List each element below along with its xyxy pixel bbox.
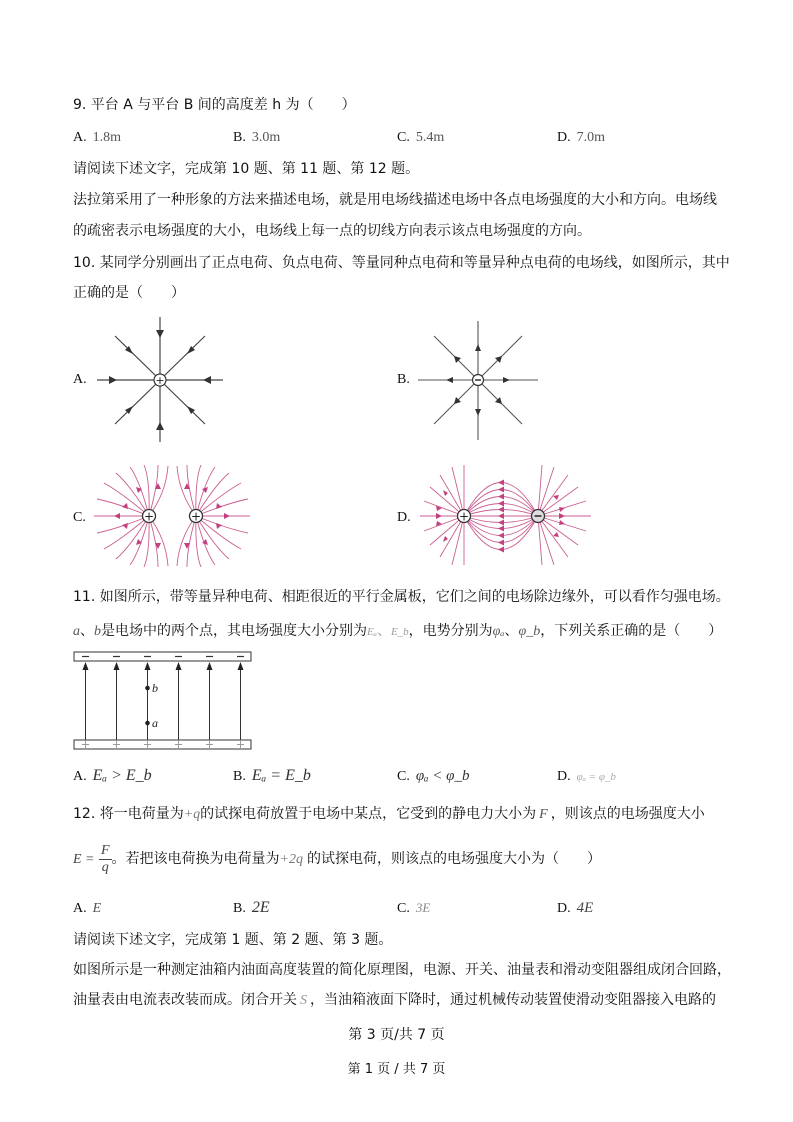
switch-s-symbol: S [300,993,307,1008]
q12-stem-line-1 [73,804,705,825]
q11-option-a[interactable] [73,766,152,787]
option-value: 7.0m [576,130,606,145]
stem-text: ，则该点的电场强度大小 [550,806,705,822]
stem-text: ，下列关系正确的是（ ） [540,623,723,639]
inner-page-number: 第 3 页/共 7 页 [348,1027,445,1043]
option-value: 5.4m [415,130,445,145]
svg-text:+: + [190,509,202,524]
option-value: E [92,901,102,916]
option-value: 1.8m [92,130,122,145]
q10-stem-line-2: 正确的是（ ） [73,285,185,301]
point-b-symbol: b [94,624,101,639]
option-label: C. [397,130,410,145]
formula-lhs: E = [73,852,95,867]
q11-option-d[interactable] [557,766,616,787]
q10-option-b-label[interactable]: B. [397,372,410,387]
q12-option-c[interactable] [397,898,430,919]
stem-text: 12. 将一电荷量为 [73,806,184,822]
stem-text: ，当油箱液面下降时，通过机械传动装置使滑动变阻器接入电路的 [310,992,716,1008]
option-label: A. [73,901,87,916]
passage2-line-2 [73,990,716,1011]
stem-text: 油量表由电流表改装而成。闭合开关 [73,992,297,1008]
reading-intro-10-12: 请阅读下述文字，完成第 10 题、第 11 题、第 12 题。 [73,161,420,177]
option-value: 3E [415,900,431,915]
q12-option-b[interactable] [233,898,270,919]
passage2-line-1: 如图所示是一种测定油箱内油面高度装置的简化原理图，电源、开关、油量表和滑动变阻器组成闭合回路， [73,962,731,978]
passage-line-2: 的疏密表示电场强度的大小，电场线上每一点的切线方向表示该点电场强度的方向。 [73,223,591,239]
option-label: A. [73,769,87,784]
option-label: C. [397,769,410,784]
option-label: B. [233,901,246,916]
stem-text: ，电势分别为 [408,623,493,639]
passage-line-1: 法拉第采用了一种形象的方法来描述电场，就是用电场线描述电场中各点电场强度的大小和方向。电场线 [73,192,717,208]
option-label: B. [233,769,246,784]
q11-stem-line-1: 11. 如图所示，带等量异种电荷、相距很近的平行金属板，它们之间的电场除边缘外，可以看作匀强电场。 [73,589,730,605]
point-a-dot [145,721,150,726]
q10-option-d-label[interactable]: D. [397,510,411,525]
option-label: B. [233,130,246,145]
point-a-label: a [152,716,158,730]
separator: 、 [504,623,519,639]
q10-option-a-label[interactable]: A. [73,372,87,387]
option-label: D. [557,769,571,784]
charge-2q-symbol: +2q [279,852,303,867]
stem-text: 。若把该电荷换为电荷量为 [111,851,280,867]
option-value: 2E [251,899,270,916]
parallel-plates-diagram [73,650,253,754]
q10-stem-line-1: 10. 某同学分别画出了正点电荷、负点电荷、等量同种点电荷和等量异种点电荷的电场线，如图所示，其中 [73,255,730,271]
point-b-dot [145,686,150,691]
option-label: A. [73,130,87,145]
q12-option-d[interactable] [557,898,593,919]
force-symbol: F [539,807,548,822]
point-b-label: b [152,681,158,695]
q11-option-b[interactable] [233,766,311,787]
option-value: Eₐ > E_b [92,767,152,784]
denominator: q [101,859,109,875]
option-value: φₐ = φ_b [576,771,616,783]
option-value: 3.0m [251,130,281,145]
stem-text: 的试探电荷放置于电场中某点，它受到的静电力大小为 [200,806,537,822]
dipole-field-diagram[interactable] [418,465,593,565]
positive-charge-field-diagram[interactable] [95,312,235,447]
positive-charge-symbol: + [155,374,165,387]
q11-stem-line-2 [73,621,722,642]
reading-intro-1-3: 请阅读下述文字，完成第 1 题、第 2 题、第 3 题。 [73,932,393,948]
separator: 、 [376,623,391,639]
ea-symbol: Eₐ [367,626,377,638]
q12-option-a[interactable] [73,898,101,919]
page-number-footer: 第 1 页 / 共 7 页 [347,1062,446,1077]
q10-option-c-label[interactable]: C. [73,510,86,525]
stem-text: 是电场中的两个点，其电场强度大小分别为 [101,623,367,639]
svg-text:+: + [143,509,155,524]
eb-symbol: E_b [390,626,409,638]
separator: 、 [80,623,94,639]
q11-option-c[interactable] [397,766,469,787]
two-positive-charges-field-diagram[interactable] [92,463,252,568]
q9-option-c[interactable] [397,127,444,148]
option-label: D. [557,130,571,145]
option-label: D. [557,901,571,916]
option-value: Eₐ = E_b [251,767,311,784]
stem-text: 的试探电荷，则该点的电场强度大小为（ ） [306,851,601,867]
formula-fraction [99,843,112,876]
q9-stem: 9. 平台 A 与平台 B 间的高度差 h 为（ ） [73,97,356,113]
point-a-symbol: a [73,624,80,639]
q9-option-a[interactable] [73,127,121,148]
q9-option-b[interactable] [233,127,280,148]
numerator: F [100,842,110,858]
option-value: φₐ < φ_b [415,768,470,784]
phi-b-symbol: φ_b [518,624,541,639]
charge-q-symbol: +q [183,807,201,822]
phi-a-symbol: φₐ [492,624,505,639]
option-value: 4E [576,900,594,916]
negative-charge-field-diagram[interactable] [418,318,540,443]
option-label: C. [397,901,410,916]
q9-option-d[interactable] [557,127,605,148]
svg-text:+: + [458,509,470,524]
q12-stem-line-2 [73,842,601,877]
